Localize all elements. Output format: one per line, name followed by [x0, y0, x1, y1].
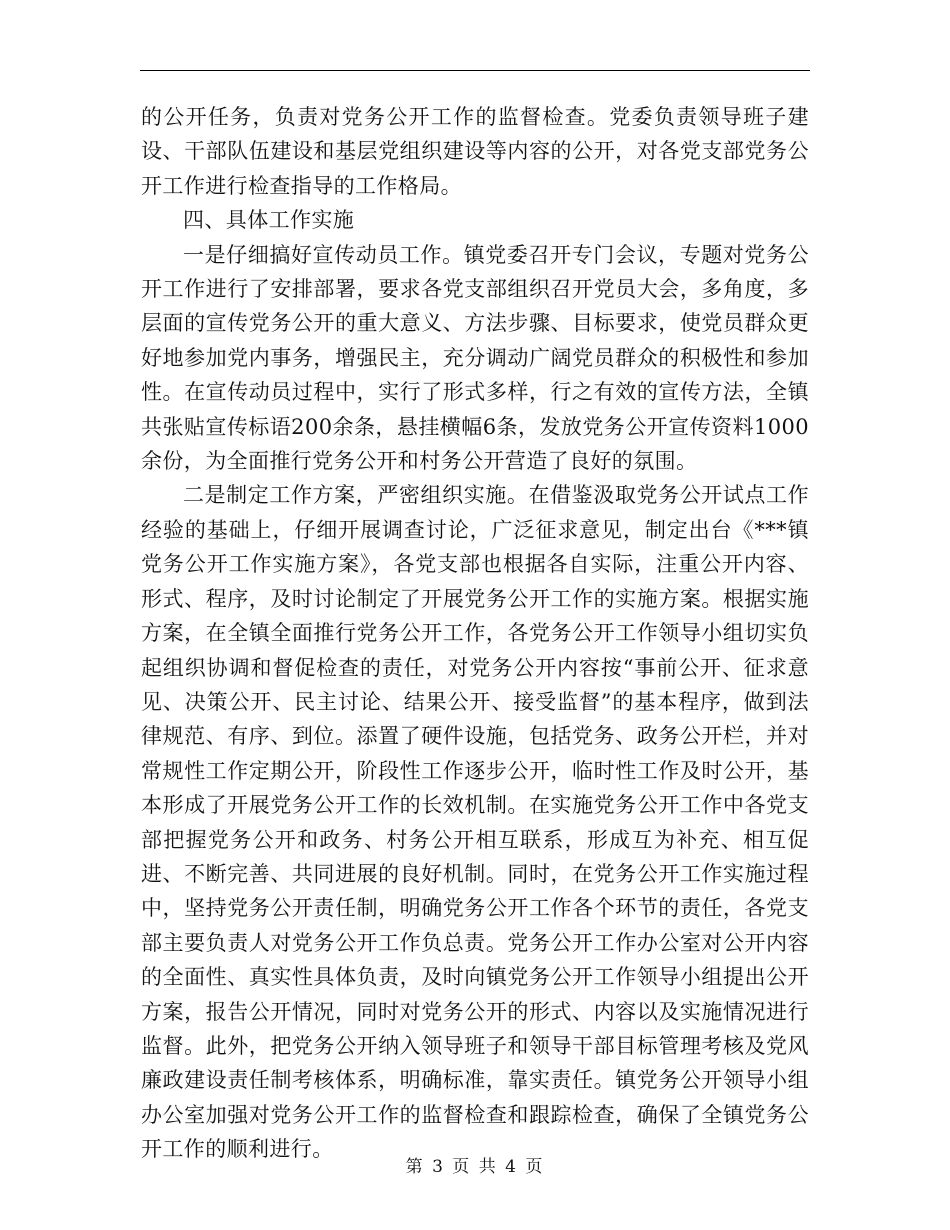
- paragraph: 的公开任务，负责对党务公开工作的监督检查。党委负责领导班子建设、干部队伍建设和基层党组织建设等内容的公开，对各党支部党务公开工作进行检查指导的工作格局。: [141, 105, 809, 198]
- paragraph: 一是仔细搞好宣传动员工作。镇党委召开专门会议，专题对党务公开工作进行了安排部署，要求各党支部组织召开党员大会，多角度，多层面的宣传党务公开的重大意义、方法步骤、目标要求，使党员群众更好地参加党内事务，增强民主，充分调动广阔党员群众的积极性和参加性。在宣传动员过程中，实行了形式多样，行之有效的宣传方法，全镇共张贴宣传标语200余条，悬挂横幅6条，发放党务公开宣传资料1000余份，为全面推行党务公开和村务公开营造了良好的氛围。: [141, 242, 809, 474]
- section-heading: 四、具体工作实施: [183, 208, 355, 233]
- paragraph: 二是制定工作方案，严密组织实施。在借鉴汲取党务公开试点工作经验的基础上，仔细开展调查讨论，广泛征求意见，制定出台《***镇党务公开工作实施方案》，各党支部也根据各自实际，注重公开内容、形式、程序，及时讨论制定了开展党务公开工作的实施方案。根据实施方案，在全镇全面推行党务公开工作，各党务公开工作领导小组切实负起组织协调和督促检查的责任，对党务公开内容按“事前公开、征求意见、决策公开、民主讨论、结果公开、接受监督”的基本程序，做到法律规范、有序、到位。添置了硬件设施，包括党务、政务公开栏，并对常规性工作定期公开，阶段性工作逐步公开，临时性工作及时公开，基本形成了开展党务公开工作的长效机制。在实施党务公开工作中各党支部把握党务公开和政务、村务公开相互联系，形成互为补充、相互促进、不断完善、共同进展的良好机制。同时，在党务公开工作实施过程中，坚持党务公开责任制，明确党务公开工作各个环节的责任，各党支部主要负责人对党务公开工作负总责。党务公开工作办公室对公开内容的全面性、真实性具体负责，及时向镇党务公开工作领导小组提出公开方案，报告公开情况，同时对党务公开的形式、内容以及实施情况进行监督。此外，把党务公开纳入领导班子和领导干部目标管理考核及党风廉政建设责任制考核体系，明确标准，靠实责任。镇党务公开领导小组办公室加强对党务公开工作的监督检查和跟踪检查，确保了全镇党务公开工作的顺利进行。: [141, 483, 809, 1162]
- header-rule: [140, 70, 810, 71]
- document-body: [141, 100, 809, 1167]
- page-footer: 第 3 页 共 4 页: [405, 1157, 545, 1177]
